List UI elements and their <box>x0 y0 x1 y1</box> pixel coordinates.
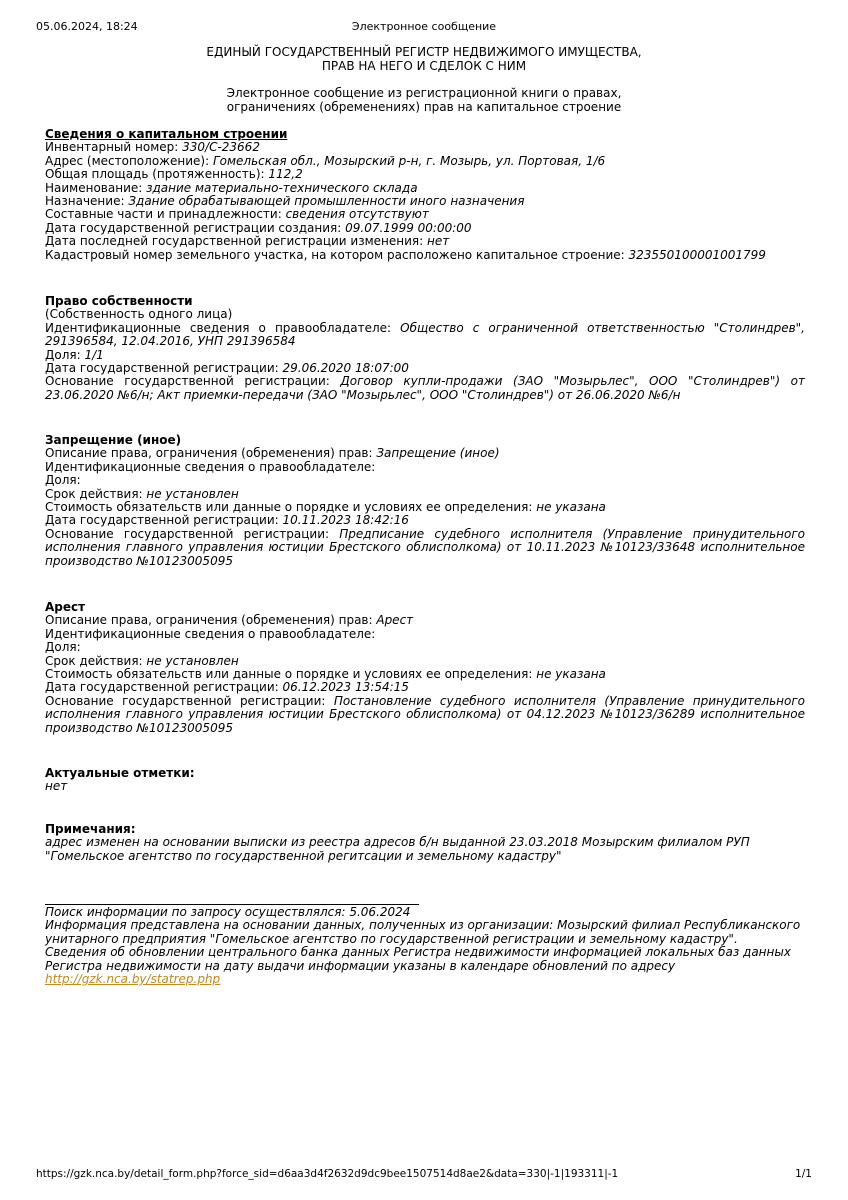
message-subtitle-line-1: Электронное сообщение из регистрационной книги о правах, <box>226 86 622 100</box>
arrest-heading: Арест <box>45 600 86 614</box>
field-label: Стоимость обязательств или данные о порядке и условиях ее определения: <box>45 667 537 682</box>
notes-line: "Гомельское агентство по государственной регитсации и земельному кадастру" <box>45 848 562 863</box>
message-subtitle-line-2: ограничениях (обременениях) прав на капитальное строение <box>226 100 622 114</box>
ownership-share <box>45 349 805 362</box>
field-value: 330/С-23662 <box>182 140 260 155</box>
field-label: Дата последней государственной регистрации изменения: <box>45 234 427 249</box>
field-label: Основание государственной регистрации: <box>45 526 340 541</box>
info-line: Информация представлена на основании данных, полученных из организации: Мозырский филиал Республиканского <box>45 918 801 933</box>
info-line: унитарного предприятия "Гомельское агентство по государственной регистрации и земельному кадастру". <box>45 931 738 946</box>
arrest-basis <box>45 695 805 735</box>
field-label: Основание государственной регистрации: <box>45 374 341 389</box>
arrest-term <box>45 655 805 668</box>
field-label: Наименование: <box>45 180 147 195</box>
field-value: сведения отсутствуют <box>285 207 429 222</box>
field-value: Предписание судебного исполнителя (Управление принудительного исполнения главного управления юстиции Брестского облисполкома) от 10.11.2023 №10123/33648 исполнительное производство №10123005095 <box>45 526 805 568</box>
prohibition-holder: Идентификационные сведения о правообладателе: <box>45 459 376 474</box>
building-field <box>45 155 805 168</box>
building-field <box>45 208 805 221</box>
prohibition-share: Доля: <box>45 473 81 488</box>
building-field <box>45 235 805 248</box>
field-value: 09.07.1999 00:00:00 <box>345 220 472 235</box>
field-value: 112,2 <box>268 167 303 182</box>
arrest-regdate <box>45 681 805 694</box>
prohibition-cost <box>45 501 805 514</box>
field-value: Гомельская обл., Мозырский р-н, г. Мозырь, ул. Портовая, 1/6 <box>212 153 606 168</box>
field-value: не установлен <box>146 653 239 668</box>
arrest-section <box>45 601 805 735</box>
notes-heading: Примечания: <box>45 822 136 836</box>
statrep-link[interactable]: http://gzk.nca.by/statrep.php <box>45 972 221 987</box>
field-value: нет <box>426 234 450 249</box>
arrest-desc <box>45 614 805 627</box>
arrest-holder: Идентификационные сведения о правообладателе: <box>45 626 376 641</box>
field-value: 1/1 <box>84 347 104 362</box>
field-label: Стоимость обязательств или данные о порядке и условиях ее определения: <box>45 500 537 515</box>
notes-section <box>45 823 805 863</box>
field-label: Дата государственной регистрации: <box>45 361 283 376</box>
building-info-heading: Сведения о капитальном строении <box>45 127 288 141</box>
field-value: 323550100001001799 <box>628 247 766 262</box>
print-doc-title: Электронное сообщение <box>351 20 497 33</box>
field-value: не указана <box>536 500 606 515</box>
field-value: 06.12.2023 13:54:15 <box>282 680 409 695</box>
field-value: Арест <box>376 613 414 628</box>
page-number: 1/1 <box>795 1168 812 1180</box>
arrest-cost <box>45 668 805 681</box>
prohibition-term <box>45 488 805 501</box>
field-label: Срок действия: <box>45 486 147 501</box>
field-label: Описание права, ограничения (обременения) прав: <box>45 446 377 461</box>
building-info-section <box>45 128 805 262</box>
field-label: Составные части и принадлежности: <box>45 207 286 222</box>
ownership-holder <box>45 322 805 349</box>
registry-title <box>0 45 848 73</box>
field-label: Срок действия: <box>45 653 147 668</box>
field-label: Описание права, ограничения (обременения) прав: <box>45 613 377 628</box>
field-label: Инвентарный номер: <box>45 140 183 155</box>
prohibition-regdate <box>45 514 805 527</box>
actual-marks-section <box>45 767 805 794</box>
prohibition-section <box>45 434 805 568</box>
field-label: Доля: <box>45 347 85 362</box>
prohibition-basis <box>45 528 805 568</box>
print-url: https://gzk.nca.by/detail_form.php?force_sid=d6aa3d4f2632d9dc9bee1507514d8ae2&data=330|-1|193311|-1 <box>36 1168 619 1180</box>
field-label: Кадастровый номер земельного участка, на котором расположено капитальное строение: <box>45 247 629 262</box>
info-line: Регистра недвижимости на дату выдачи информации указаны в календаре обновлений по адресу <box>45 958 676 973</box>
building-field <box>45 141 805 154</box>
field-label: Назначение: <box>45 194 129 209</box>
print-datetime: 05.06.2024, 18:24 <box>36 20 138 33</box>
info-line: Поиск информации по запросу осуществлялся: 5.06.2024 <box>45 905 411 919</box>
ownership-subheading: (Собственность одного лица) <box>45 307 233 322</box>
ownership-section <box>45 295 805 402</box>
field-value: Общество с ограниченной ответственностью "Столиндрев", 291396584, 12.04.2016, УНП 291396584 <box>45 320 805 349</box>
field-label: Дата государственной регистрации создания: <box>45 220 346 235</box>
field-value: не установлен <box>146 486 239 501</box>
building-field <box>45 195 805 208</box>
info-section <box>45 906 805 986</box>
ownership-basis <box>45 375 805 402</box>
prohibition-desc <box>45 447 805 460</box>
arrest-share: Доля: <box>45 640 81 655</box>
prohibition-heading: Запрещение (иное) <box>45 433 182 447</box>
field-label: Идентификационные сведения о правообладателе: <box>45 320 401 335</box>
field-label: Общая площадь (протяженность): <box>45 167 269 182</box>
field-value: Договор купли-продажи (ЗАО "Мозырьлес", ООО "Столиндрев") от 23.06.2020 №6/н; Акт приемки-передачи (ЗАО "Мозырьлес", ООО "Столиндрев") от 26.06.2020 №6/н <box>45 374 805 402</box>
building-field <box>45 249 805 262</box>
field-value: здание материально-технического склада <box>146 180 418 195</box>
field-label: Дата государственной регистрации: <box>45 513 283 528</box>
field-value: 29.06.2020 18:07:00 <box>282 361 409 376</box>
building-field <box>45 222 805 235</box>
info-line: Сведения об обновлении центрального банка данных Регистра недвижимости информацией локальных баз данных <box>45 945 791 960</box>
notes-line: адрес изменен на основании выписки из реестра адресов б/н выданной 23.03.2018 Мозырским филиалом РУП <box>45 835 750 850</box>
registry-title-line-1: ЕДИНЫЙ ГОСУДАРСТВЕННЫЙ РЕГИСТР НЕДВИЖИМОГО ИМУЩЕСТВА, <box>206 45 642 59</box>
field-value: не указана <box>536 667 606 682</box>
ownership-regdate <box>45 362 805 375</box>
actual-marks-heading: Актуальные отметки: <box>45 766 195 780</box>
field-value: Запрещение (иное) <box>376 446 500 461</box>
info-link-line <box>45 973 805 986</box>
field-label: Адрес (местоположение): <box>45 153 213 168</box>
registry-title-line-2: ПРАВ НА НЕГО И СДЕЛОК С НИМ <box>321 59 527 73</box>
actual-marks-value: нет <box>45 779 68 794</box>
building-field <box>45 168 805 181</box>
message-subtitle <box>0 86 848 114</box>
field-value: 10.11.2023 18:42:16 <box>282 513 409 528</box>
field-value: Постановление судебного исполнителя (Управление принудительного исполнения главного управления юстиции Брестского облисполкома) от 04.12.2023 №10123/36289 исполнительное производство №10123005095 <box>45 693 805 735</box>
field-value: Здание обрабатывающей промышленности иного назначения <box>128 194 525 209</box>
field-label: Основание государственной регистрации: <box>45 693 334 708</box>
building-field <box>45 182 805 195</box>
field-label: Дата государственной регистрации: <box>45 680 283 695</box>
ownership-heading: Право собственности <box>45 294 193 308</box>
